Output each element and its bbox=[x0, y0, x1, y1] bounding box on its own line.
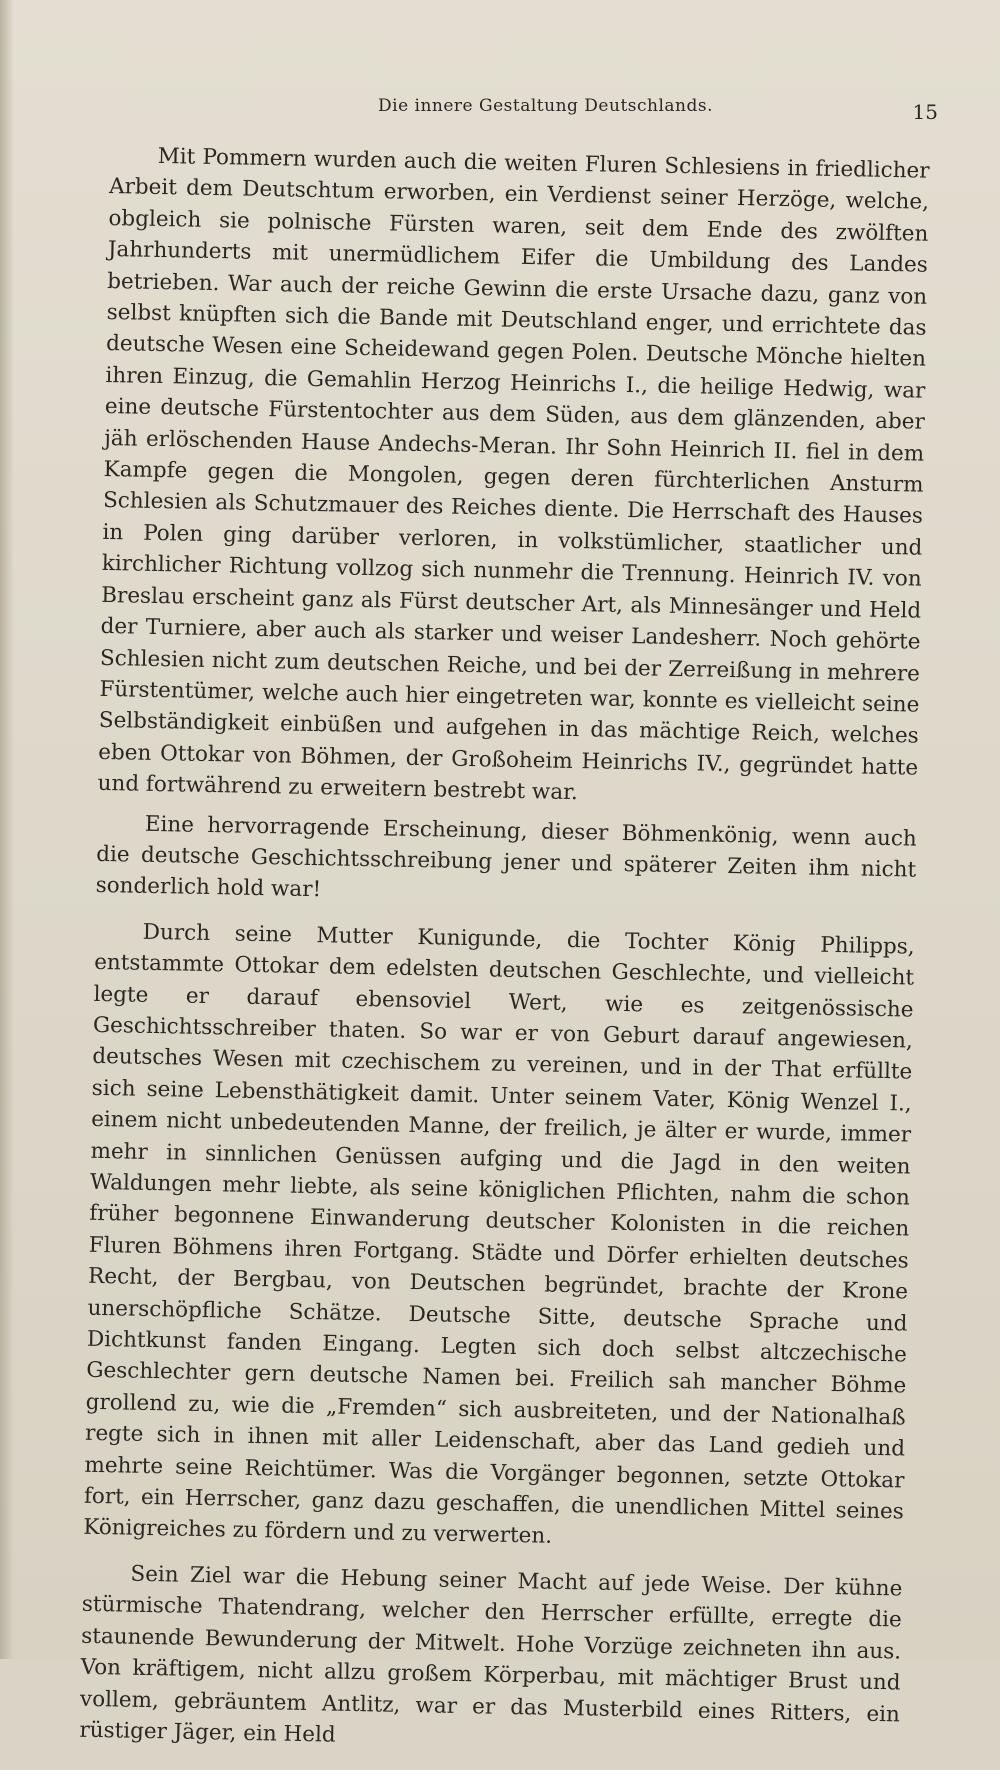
running-head bbox=[118, 96, 938, 126]
running-title: Die innere Gestaltung Deutschlands. bbox=[378, 96, 713, 116]
paragraph-boehmenkoenig: Eine hervorragende Erscheinung, dieser Böhmenkönig, wenn auch die deutsche Geschichtsschreibung jener und späterer Zeiten ihm nicht sonderlich hold war! bbox=[95, 811, 917, 903]
body-text bbox=[79, 140, 930, 1770]
paragraph-ottokar-herkunft: Durch seine Mutter Kunigunde, die Tochter König Philipps, entstammte Ottokar dem edelsten deutschen Geschlechte, und vielleicht legte er darauf ebensoviel Wert, wie es zeitgenössische Geschichtsschreiber thaten. So war er von Geburt darauf angewiesen, deutsches Wesen mit czechischem zu vereinen, und in der That erfüllte sich seine Lebensthätigkeit damit. Unter seinem Vater, König Wenzel I., einem nicht unbedeutenden Manne, der freilich, je älter er wurde, immer mehr in sinnlichen Genüssen aufging und die Jagd in den weiten Waldungen mehr liebte, als seine königlichen Pflichten, nahm die schon früher begonnene Einwanderung deutscher Kolonisten in die reichen Fluren Böhmens ihren Fortgang. Städte und Dörfer erhielten deutsches Recht, der Bergbau, von Deutschen begründet, brachte der Krone unerschöpfliche Schätze. Deutsche Sitte, deutsche Sprache und Dichtkunst fanden Eingang. Legten sich doch selbst altczechische Geschlechter gern deutsche Namen bei. Freilich sah mancher Böhme grollend zu, wie die „Fremden“ sich ausbreiteten, und der Nationalhaß regte sich in ihnen mit aller Leidenschaft, aber das Land gedieh und mehrte seine Reichtümer. Was die Vorgänger begonnen, setzte Ottokar fort, ein Herrscher, ganz dazu geschaffen, die unendlichen Mittel seines Königreiches zu fördern und zu verwerten. bbox=[83, 919, 915, 1550]
page-number: 15 bbox=[912, 100, 938, 124]
page-gutter-shadow bbox=[0, 0, 14, 1659]
paragraph-ottokar-ziel: Sein Ziel war die Hebung seiner Macht auf jede Weise. Der kühne stürmische Thatendrang, welcher den Herrscher erfüllte, erregte die staunende Bewunderung der Mitwelt. Hohe Vorzüge zeichneten ihn aus. Von kräftigem, nicht allzu großem Körperbau, mit mächtiger Brust und vollem, gebräuntem Antlitz, war er das Musterbild eines Ritters, ein rüstiger Jäger, ein Held bbox=[79, 1561, 903, 1748]
paragraph-schlesien: Mit Pommern wurden auch die weiten Fluren Schlesiens in friedlicher Arbeit dem Deutschtum erworben, ein Verdienst seiner Herzöge, welche, obgleich sie polnische Fürsten waren, seit dem Ende des zwölften Jahrhunderts mit unermüdlichem Eifer die Umbildung des Landes betrieben. War auch der reiche Gewinn die erste Ursache dazu, ganz von selbst knüpften sich die Bande mit Deutschland enger, und errichtete das deutsche Wesen eine Scheidewand gegen Polen. Deutsche Mönche hielten ihren Einzug, die Gemahlin Herzog Heinrichs I., die heilige Hedwig, war eine deutsche Fürstentochter aus dem Süden, aus dem glänzenden, aber jäh erlöschenden Hause Andechs-Meran. Ihr Sohn Heinrich II. fiel in dem Kampfe gegen die Mongolen, gegen deren fürchterlichen Ansturm Schlesien als Schutzmauer des Reiches diente. Die Herrschaft des Hauses in Polen ging darüber verloren, in volkstümlicher, staatlicher und kirchlicher Richtung vollzog sich nunmehr die Trennung. Heinrich IV. von Breslau erscheint ganz als Fürst deutscher Art, als Minnesänger und Held der Turniere, aber auch als starker und weiser Landesherr. Noch gehörte Schlesien nicht zum deutschen Reiche, und bei der Zerreißung in mehrere Fürstentümer, welche auch hier eingetreten war, konnte es vielleicht seine Selbständigkeit einbüßen und aufgehen in das mächtige Reich, welches eben Ottokar von Böhmen, der Großoheim Heinrichs IV., gegründet hatte und fortwährend zu erweitern bestrebt war. bbox=[97, 143, 930, 806]
